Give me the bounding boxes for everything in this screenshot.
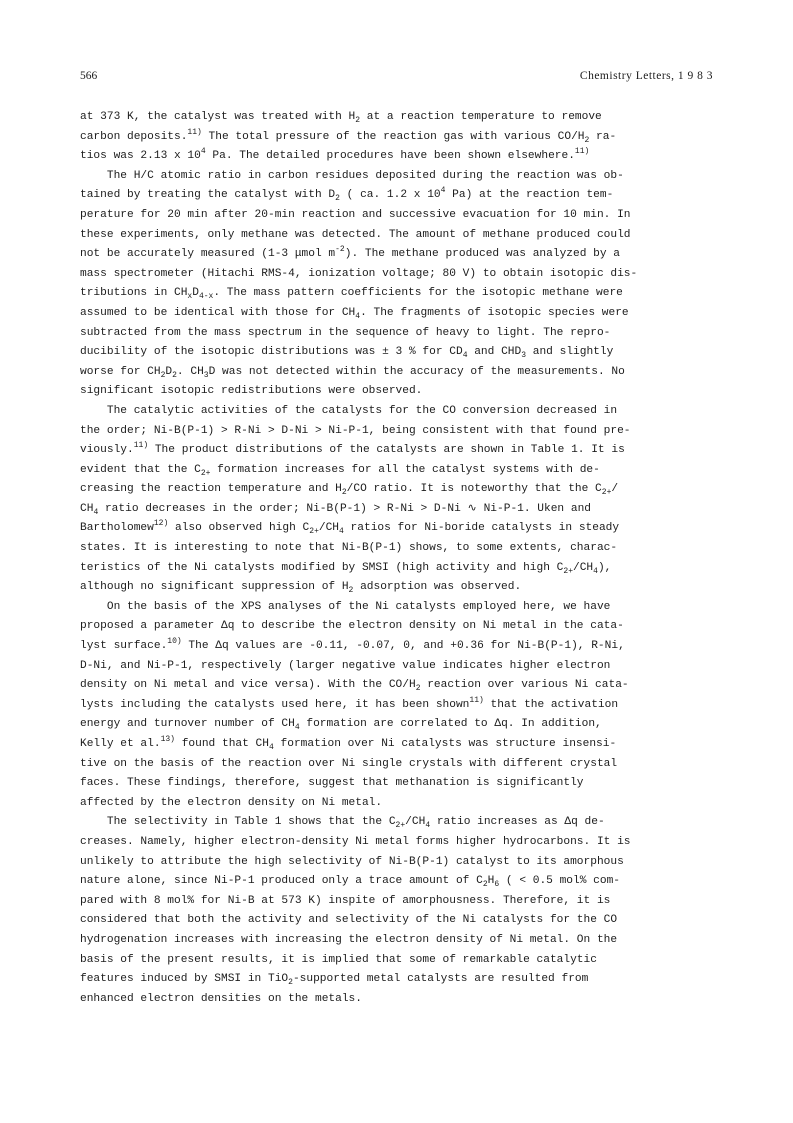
text-line: states. It is interesting to note that Ni-B(P-1) shows, to some extents, charac- <box>80 542 618 555</box>
text-line: affected by the electron density on Ni metal. <box>80 796 383 809</box>
text-line: The selectivity in Table 1 shows that the $C_{2+}/CH_4$ ratio increases as Δq de- <box>80 816 605 831</box>
text-line: teristics of the Ni catalysts modified by SMSI (high activity and high $C_{2+}/CH_4$), <box>80 561 612 576</box>
text-line: The H/C atomic ratio in carbon residues deposited during the reaction was ob- <box>80 169 624 182</box>
text-line: perature for 20 min after 20-min reaction and successive evacuation for 10 min. In <box>80 208 631 221</box>
text-line: D-Ni, and Ni-P-1, respectively (larger negative value indicates higher electron <box>80 659 611 672</box>
text-line: Kelly et al.$^{13)}$ found that $CH_4$ formation over Ni catalysts was structure insensi- <box>80 735 617 752</box>
page-header <box>80 70 713 86</box>
text-line: tios was 2.13 x $10^4$ Pa. The detailed procedures have been shown elsewhere.$^{11)}$ <box>80 147 590 163</box>
text-line: unlikely to attribute the high selectivity of Ni-B(P-1) catalyst to its amorphous <box>80 855 624 868</box>
text-line: assumed to be identical with those for $CH_4$. The fragments of isotopic species were <box>80 306 629 321</box>
page-number: 566 <box>80 70 98 82</box>
text-line: density on Ni metal and vice versa). With the $CO/H_2$ reaction over various Ni cata- <box>80 679 629 694</box>
text-line: basis of the present results, it is implied that some of remarkable catalytic <box>80 953 597 966</box>
text-line: the order; Ni-B(P-1) > R-Ni > D-Ni > Ni-P-1, being consistent with that found pre- <box>80 424 631 437</box>
article-body <box>80 108 713 1009</box>
text-line: considered that both the activity and selectivity of the Ni catalysts for the CO <box>80 914 618 927</box>
text-line: viously.$^{11)}$ The product distributions of the catalysts are shown in Table 1. It is <box>80 441 625 457</box>
text-line: ducibility of the isotopic distributions was ± 3 % for $CD_4$ and $CHD_3$ and slightly <box>80 346 614 361</box>
text-line: tained by treating the catalyst with $D_2$ ( ca. 1.2 x $10^4$ Pa) at the reaction tem- <box>80 186 614 204</box>
text-line: proposed a parameter Δq to describe the electron density on Ni metal in the cata- <box>80 620 624 633</box>
text-line: evident that the $C_{2+}$ formation increases for all the catalyst systems with de- <box>80 463 600 478</box>
text-line: hydrogenation increases with increasing the electron density of Ni metal. On the <box>80 933 618 946</box>
text-line: at 373 K, the catalyst was treated with $H_2$ at a reaction temperature to remove <box>80 111 602 125</box>
text-line: The catalytic activities of the catalysts for the CO conversion decreased in <box>80 404 618 417</box>
text-line: creasing the reaction temperature and $H_2/CO$ ratio. It is noteworthy that the $C_{2+}/$ <box>80 483 619 498</box>
text-line: tributions in $CH_xD_{4-x}$. The mass pattern coefficients for the isotopic methane were <box>80 287 623 302</box>
text-line: worse for $CH_2D_2$. $CH_3D$ was not detected within the accuracy of the measurements. No <box>80 365 625 380</box>
text-line: lyst surface.$^{10)}$ The Δq values are -0.11, -0.07, 0, and +0.36 for Ni-B(P-1), R-Ni, <box>80 637 625 653</box>
text-line: tive on the basis of the reaction over Ni single crystals with different crystal <box>80 757 618 770</box>
journal-name: Chemistry Letters, 1 9 8 3 <box>579 70 713 82</box>
text-line: enhanced electron densities on the metals. <box>80 992 362 1005</box>
text-line: On the basis of the XPS analyses of the Ni catalysts employed here, we have <box>80 600 611 613</box>
text-line: Bartholomew$^{12)}$ also observed high $C_{2+}/CH_4$ ratios for Ni-boride catalysts in steady <box>80 519 620 537</box>
text-line: energy and turnover number of $CH_4$ formation are correlated to Δq. In addition, <box>80 718 602 733</box>
text-line: faces. These findings, therefore, suggest that methanation is significantly <box>80 777 584 790</box>
text-line: subtracted from the mass spectrum in the sequence of heavy to light. The repro- <box>80 326 611 339</box>
text-line: these experiments, only methane was detected. The amount of methane produced could <box>80 228 631 241</box>
text-line: mass spectrometer (Hitachi RMS-4, ionization voltage; 80 V) to obtain isotopic dis- <box>80 267 638 280</box>
text-line: although no significant suppression of $H_2$ adsorption was observed. <box>80 581 522 596</box>
text-line: lysts including the catalysts used here, it has been shown$^{11)}$ that the activation <box>80 695 619 711</box>
text-line: $CH_4$ ratio decreases in the order; Ni-B(P-1) > R-Ni > D-Ni ∿ Ni-P-1. Uken and <box>80 502 592 517</box>
text-line: not be accurately measured (1-3 μmol $m^{-2}$). The methane produced was analyzed by a <box>80 245 620 261</box>
text-line: nature alone, since Ni-P-1 produced only a trace amount of $C_2H_6$ ( < 0.5 mol% com- <box>80 875 621 890</box>
text-line: significant isotopic redistributions were observed. <box>80 385 423 398</box>
text-line: pared with 8 mol% for Ni-B at 573 K) inspite of amorphousness. Therefore, it is <box>80 894 611 907</box>
text-line: features induced by SMSI in TiO$_2$-supported metal catalysts are resulted from <box>80 973 589 988</box>
text-line: creases. Namely, higher electron-density Ni metal forms higher hydrocarbons. It is <box>80 835 631 848</box>
text-line: carbon deposits.$^{11)}$ The total pressure of the reaction gas with various $CO/H_2$ ra- <box>80 127 617 145</box>
